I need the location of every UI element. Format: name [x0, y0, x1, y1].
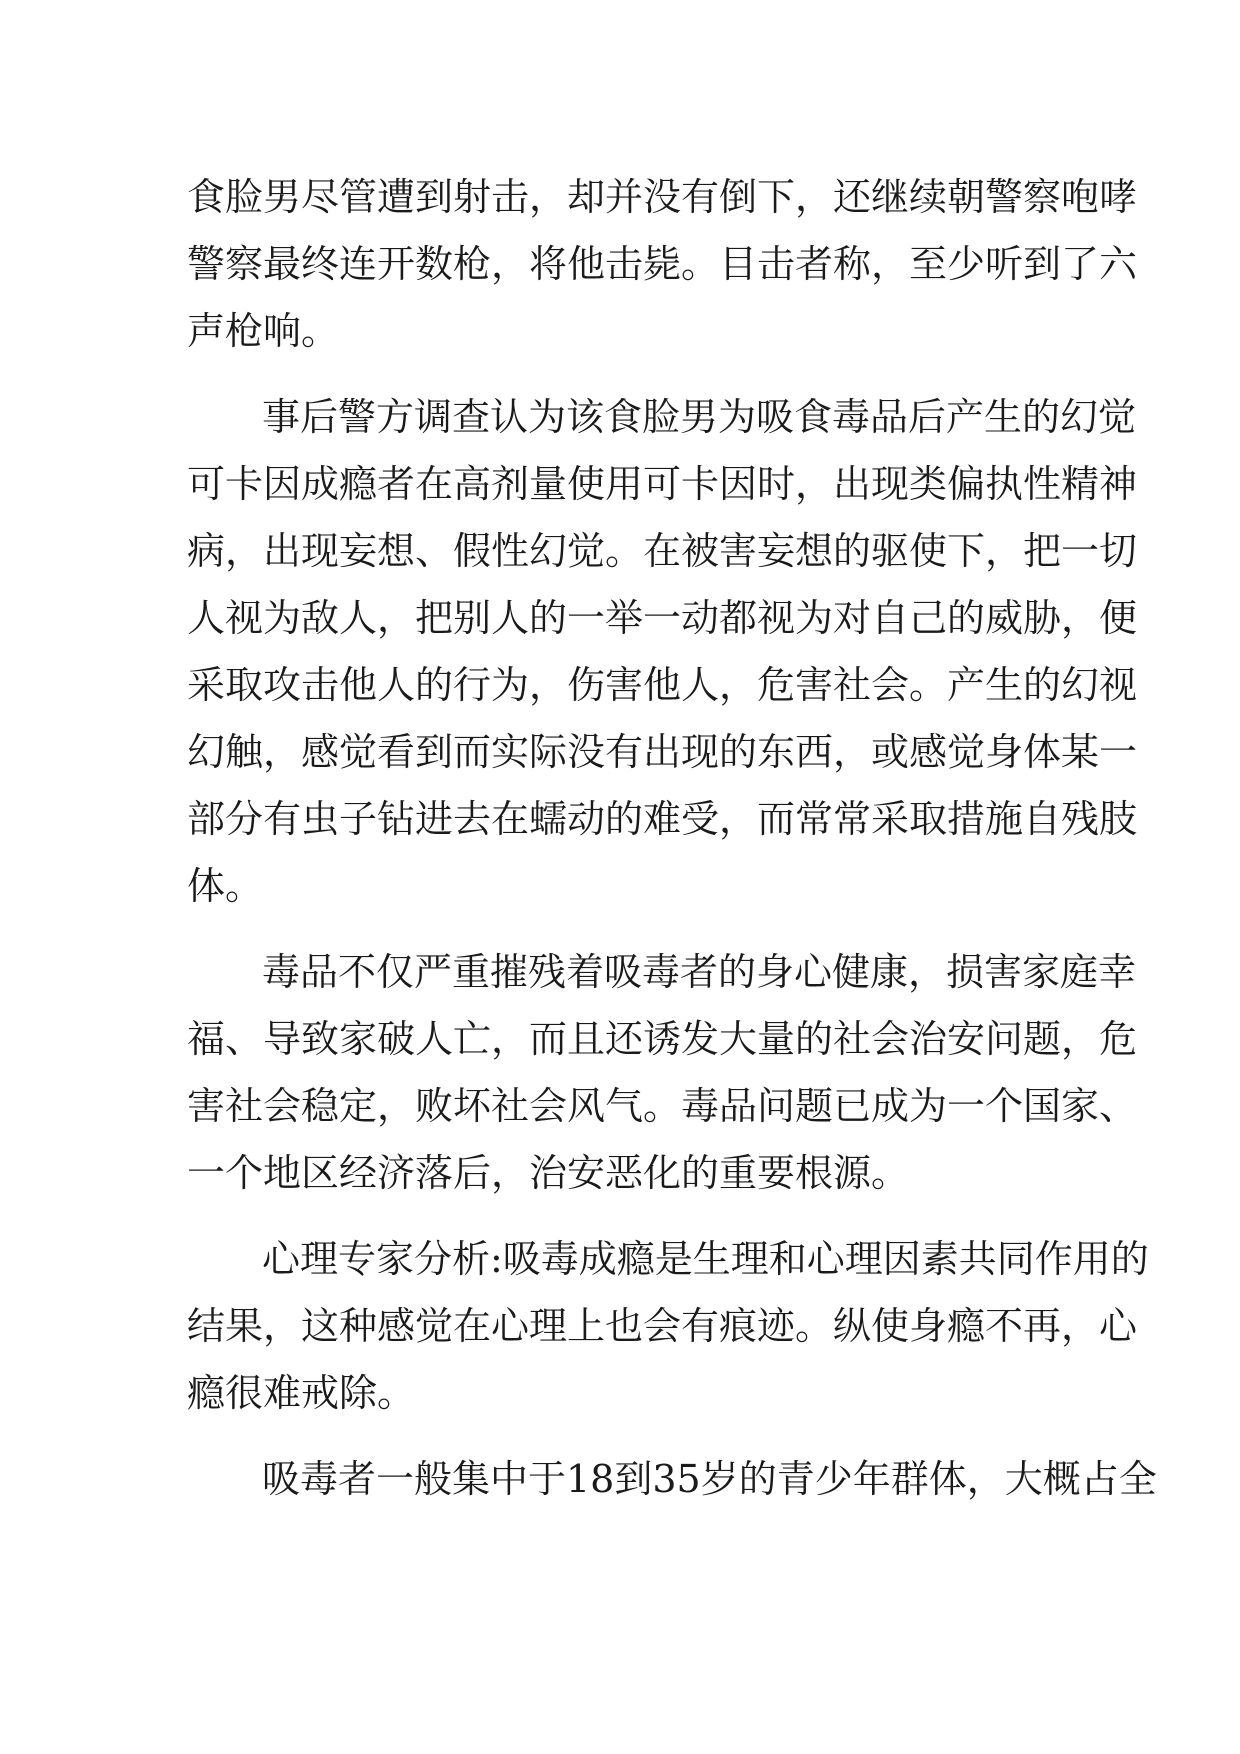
text-line: 毒品不仅严重摧残着吸毒者的身心健康，损害家庭幸: [262, 950, 1137, 994]
text-line: 害社会稳定，败坏社会风气。毒品问题已成为一个国家、: [187, 1084, 1138, 1128]
paragraph-2: [187, 384, 1138, 920]
text-line: 一个地区经济落后，治安恶化的重要根源。: [187, 1151, 910, 1195]
paragraph-5: [187, 1446, 1157, 1513]
document-body: [187, 164, 1157, 1513]
text-line: 人视为敌人，把别人的一举一动都视为对自己的威胁，便: [187, 596, 1138, 640]
text-line: 采取攻击他人的行为，伤害他人，危害社会。产生的幻视: [187, 663, 1138, 707]
text-line: 病，出现妄想、假性幻觉。在被害妄想的驱使下，把一切: [187, 529, 1138, 573]
text-line: 福、导致家破人亡，而且还诱发大量的社会治安问题，危: [187, 1017, 1138, 1061]
paragraph-4: [187, 1226, 1149, 1427]
text-line: 吸毒者一般集中于18到35岁的青少年群体，大概占全: [262, 1457, 1157, 1501]
text-line: 事后警方调查认为该食脸男为吸食毒品后产生的幻觉: [262, 395, 1137, 439]
text-line: 可卡因成瘾者在高剂量使用可卡因时，出现类偏执性精神: [187, 462, 1138, 506]
paragraph-3: [187, 939, 1138, 1207]
text-line: 声枪响。: [187, 309, 340, 353]
text-line: 食脸男尽管遭到射击，却并没有倒下，还继续朝警察咆哮: [187, 175, 1138, 219]
text-line: 心理专家分析:吸毒成瘾是生理和心理因素共同作用的: [262, 1237, 1149, 1281]
text-line: 部分有虫子钻进去在蠕动的难受，而常常采取措施自残肢: [187, 797, 1138, 841]
text-line: 体。: [187, 864, 264, 908]
text-line: 警察最终连开数枪，将他击毙。目击者称，至少听到了六: [187, 242, 1138, 286]
paragraph-1: [187, 164, 1138, 365]
text-line: 瘾很难戒除。: [187, 1371, 416, 1415]
text-line: 结果，这种感觉在心理上也会有痕迹。纵使身瘾不再，心: [187, 1304, 1138, 1348]
text-line: 幻触，感觉看到而实际没有出现的东西，或感觉身体某一: [187, 730, 1138, 774]
